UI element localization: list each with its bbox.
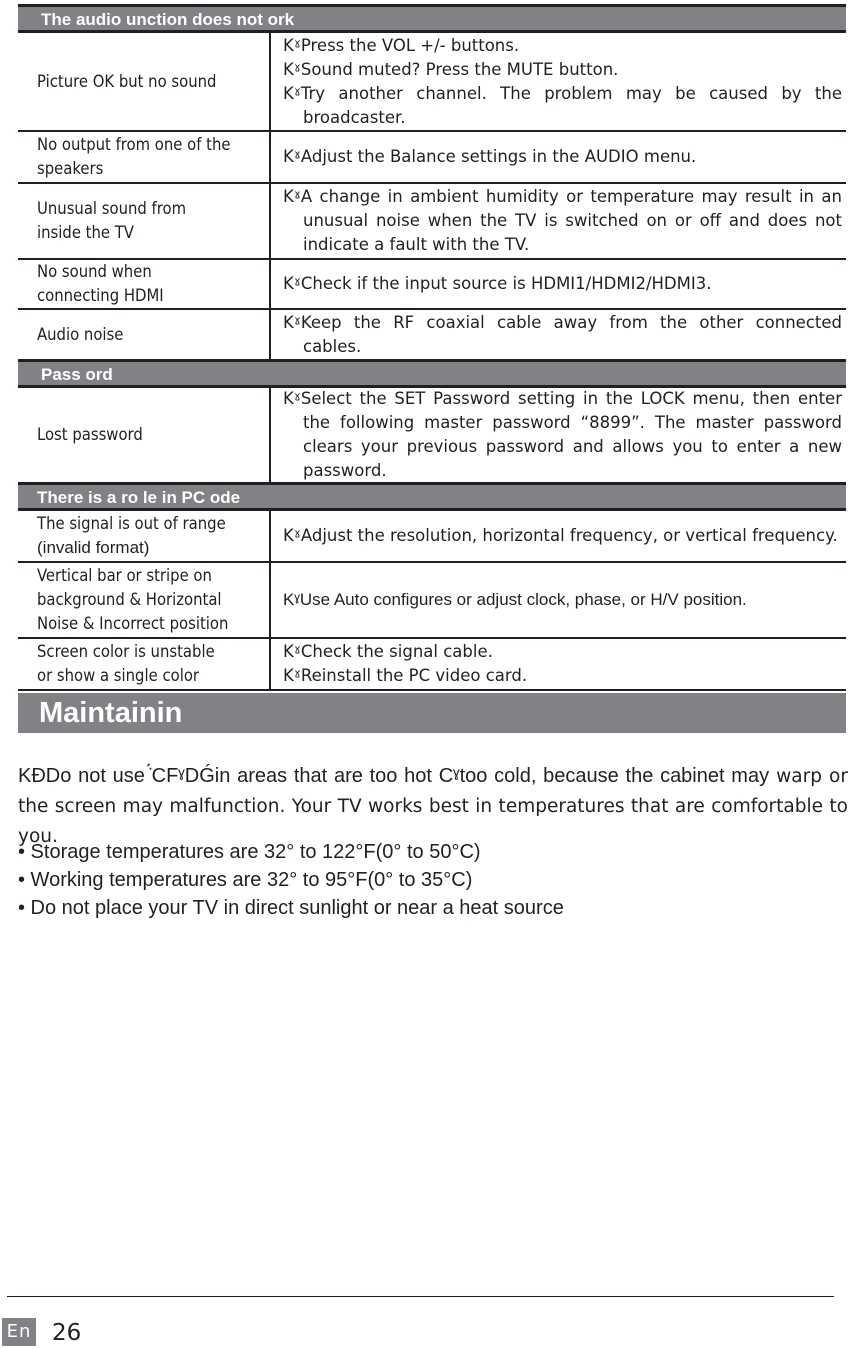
table-row (18, 260, 846, 310)
solution-cell: KˠUse Auto configures or adjust clock, phase, or H/V position. (283, 590, 747, 609)
problem-cell: Audio noise (18, 310, 271, 359)
section-heading-pc-mode: There is a ro le in PC ode (18, 485, 846, 511)
problem-cell: Picture OK but no sound (18, 33, 271, 130)
problem-cell: Lost password (18, 388, 271, 482)
solution-cell: KˠCheck if the input source is HDMI1/HDMI2/HDMI3. (283, 274, 712, 293)
page-number: 26 (52, 1320, 82, 1346)
problem-cell: Vertical bar or stripe on background & Horizontal Noise & Incorrect position (18, 563, 271, 637)
list-item: • Do not place your TV in direct sunlight or near a heat source (18, 897, 564, 919)
solution-cell: KˠA change in ambient humidity or temperature may result in an unusual noise when the TV is switched on or off and does not indicate a fault with the TV. (283, 187, 842, 254)
solution-cell: KˠKeep the RF coaxial cable away from the other connected cables. (283, 312, 842, 356)
table-row (18, 511, 846, 563)
section-heading-password: Pass ord (18, 362, 846, 388)
footer-divider (7, 1296, 834, 1297)
list-item: • Storage temperatures are 32° to 122°F(0° to 50°C) (18, 841, 481, 863)
table-row (18, 639, 846, 691)
temperature-list (18, 838, 848, 922)
problem-cell: The signal is out of range (invalid format) (18, 511, 271, 561)
problem-cell: No sound when connecting HDMI (18, 260, 271, 308)
solution-cell: KˠAdjust the resolution, horizontal frequency, or vertical frequency. (283, 526, 838, 545)
solution-cell: KˠPress the VOL +/- buttons. KˠSound muted? Press the MUTE button. KˠTry another channel. The problem may be caused by the broadcaster. (283, 35, 842, 127)
table-row (18, 388, 846, 485)
section-heading-audio: The audio unction does not ork (18, 7, 846, 33)
language-badge: En (2, 1318, 36, 1346)
list-item: • Working temperatures are 32° to 95°F(0° to 35°C) (18, 869, 473, 891)
solution-cell: KˠAdjust the Balance settings in the AUDIO menu. (283, 147, 697, 166)
table-row (18, 310, 846, 362)
problem-cell: Unusual sound from inside the TV (18, 184, 271, 258)
table-row (18, 33, 846, 132)
table-row (18, 132, 846, 184)
troubleshooting-table (18, 4, 846, 691)
solution-cell: KˠCheck the signal cable. KˠReinstall the PC video card. (283, 642, 528, 685)
solution-cell: KˠSelect the SET Password setting in the LOCK menu, then enter the following master password “8899”. The master password clears your previous password and allows you to enter a new password. (283, 389, 842, 480)
maintaining-paragraph: KÐDo not use ́̇CFˠDǴin areas that are too hot Cˠtoo cold, because the cabinet may warp or the screen may malfunction. Your TV works best in temperatures that are comfortable to you. (18, 765, 848, 847)
maintaining-heading: Maintainin (18, 693, 846, 733)
table-row (18, 563, 846, 639)
table-row (18, 184, 846, 260)
problem-cell: Screen color is unstable or show a single color (18, 639, 271, 689)
problem-cell: No output from one of the speakers (18, 132, 271, 182)
